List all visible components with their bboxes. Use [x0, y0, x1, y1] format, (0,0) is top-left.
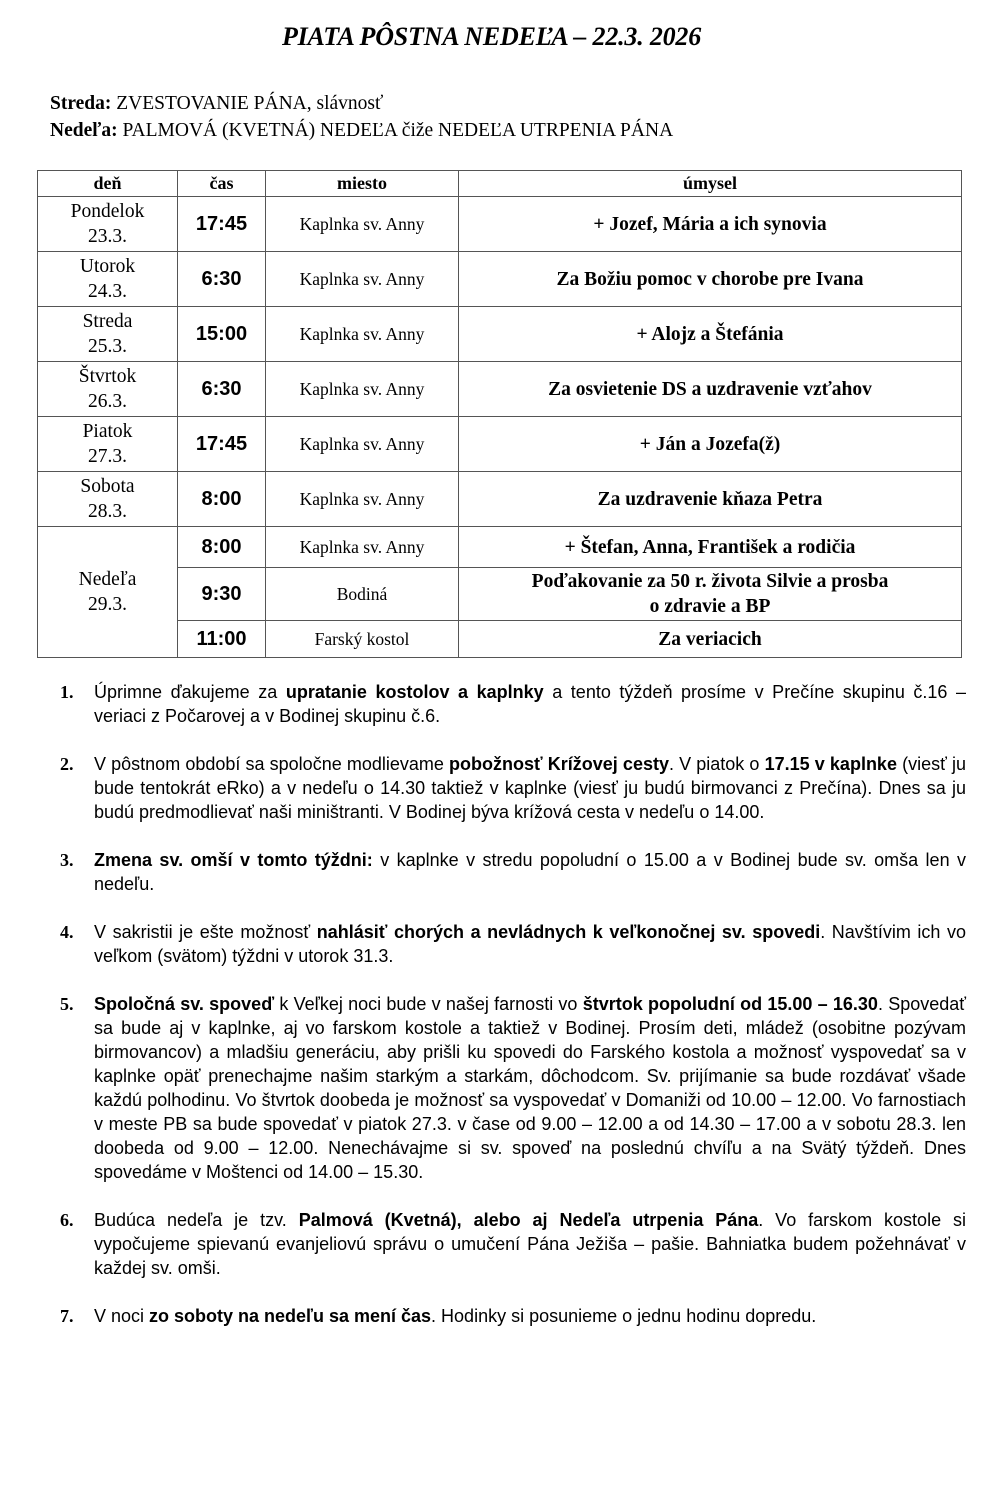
intention-line: o zdravie a BP: [649, 596, 771, 617]
time-cell: 6:30: [178, 252, 266, 307]
table-row: [38, 472, 962, 527]
text-span: V noci: [94, 1306, 150, 1326]
time-cell: 8:00: [178, 527, 266, 568]
day-name: Streda: [82, 311, 133, 332]
intention-cell: Za Božiu pomoc v chorobe pre Ivana: [459, 252, 962, 307]
announcement-number: 4.: [60, 922, 74, 942]
text-span: v kaplnke v stredu popoludní o 15.00 a v Bodinej bude sv. omša len v nedeľu.: [94, 850, 966, 894]
text-span: a tento týždeň prosíme v Prečíne skupinu č.16 – veriaci z Počarovej a v Bodinej skupinu č.6.: [94, 682, 967, 726]
page-title: PIATA PÔSTNA NEDEĽA – 22.3. 2026: [281, 22, 702, 51]
announcement-number: 7.: [60, 1306, 74, 1326]
announcement-item: [60, 1208, 966, 1280]
day-name: Sobota: [80, 476, 135, 497]
announcement-text: [94, 992, 966, 1184]
text-span: (viesť ju bude tentokrát eRko) a v nedeľu o 14.30 taktiež v kaplnke (viesť ju budú birmovanci z Prečína). Dnes sa ju budú predmodlievať naši miništranti. V Bodinej býva krížová cesta v nedeľu o 14.00.: [94, 754, 967, 822]
time-cell: 8:00: [178, 472, 266, 527]
place-cell: Kaplnka sv. Anny: [266, 527, 459, 568]
announcement-number: 5.: [60, 994, 74, 1014]
intention-cell: Za osvietenie DS a uzdravenie vzťahov: [459, 362, 962, 417]
emphasized-text: nahlásiť chorých a nevládnych k veľkonočnej sv. spovedi: [316, 922, 821, 942]
text-span: . Hodinky si posunieme o jednu hodinu dopredu.: [431, 1306, 817, 1326]
table-row: [38, 527, 962, 568]
day-cell: [38, 197, 178, 252]
intention-cell: + Alojz a Štefánia: [459, 307, 962, 362]
announcement-text: [94, 1304, 966, 1328]
announcement-item: [60, 752, 966, 824]
announcement-text: [94, 920, 966, 968]
text-span: . V piatok o: [668, 754, 765, 774]
intention-cell: + Ján a Jozefa(ž): [459, 417, 962, 472]
announcement-item: [60, 992, 966, 1184]
header-intention: úmysel: [459, 171, 962, 197]
text-span: . Navštívim ich vo veľkom (svätom) týždni v utorok 31.3.: [94, 922, 966, 966]
table-row: [38, 307, 962, 362]
table-row: [38, 417, 962, 472]
time-cell: 9:30: [178, 568, 266, 621]
text-span: . Vo farskom kostole si vypočujeme spievanú evanjeliovú správu o umučení Pána Ježiša – pašie. Bahniatka budem požehnávať v každej sv. omši.: [94, 1210, 966, 1278]
intention-cell: + Jozef, Mária a ich synovia: [459, 197, 962, 252]
table-row: [38, 362, 962, 417]
announcement-item: [60, 680, 966, 728]
text-span: V sakristii je ešte možnosť: [94, 922, 317, 942]
place-cell: Kaplnka sv. Anny: [266, 252, 459, 307]
day-date: 27.3.: [88, 446, 127, 467]
day-name: Štvrtok: [78, 366, 137, 387]
announcement-number: 3.: [60, 850, 74, 870]
emphasized-text: Spoločná sv. spoveď: [94, 994, 275, 1014]
announcement-number: 1.: [60, 682, 74, 702]
emphasized-text: 17.15 v kaplnke: [764, 754, 897, 774]
day-name: Utorok: [79, 256, 136, 277]
intention-line: Poďakovanie za 50 r. života Silvie a prosba: [531, 571, 889, 592]
intention-cell: + Štefan, Anna, František a rodičia: [459, 527, 962, 568]
emphasized-text: upratanie kostolov a kaplnky: [285, 682, 544, 702]
place-cell: Kaplnka sv. Anny: [266, 197, 459, 252]
announcement-item: [60, 848, 966, 896]
feast-sunday: [50, 117, 673, 144]
text-span: . Spovedať sa bude aj v kaplnke, aj vo farskom kostole a taktiež v Bodinej. Prosím deti, mládež (osobitne pozývam birmovancov) a mladšiu generáciu, aby prišli ku spovedi do Farského kostola a možnosť vyspovedať sa v kaplnke opäť prenechajme našim starkým a starkám, dôchodcom. Sv. prijímanie sa bude rozdávať všade každú polhodinu. Vo štvrtok doobeda je možnosť sa vyspovedať v Domaniži od 10.00 – 12.00. Vo farnostiach v meste PB sa bude spovedať v piatok 27.3. v čase od 9.00 – 12.00 a od 14.30 – 17.00 a v sobotu 28.3. len doobeda od 9.00 – 12.00. Nenechávajme si sv. spoveď na poslednú chvíľu a na Svätý týždeň. Dnes spovedáme v Moštenci od 14.00 – 15.30.: [94, 994, 966, 1182]
intention-cell: [459, 568, 962, 621]
day-date: 23.3.: [88, 226, 127, 247]
day-cell: [38, 307, 178, 362]
emphasized-text: Zmena sv. omší v tomto týždni:: [94, 850, 373, 870]
announcement-text: [94, 752, 966, 824]
day-name: Nedeľa: [78, 569, 137, 590]
day-date: 29.3.: [88, 594, 127, 615]
feast-text: PALMOVÁ (KVETNÁ) NEDEĽA čiže NEDEĽA UTRPENIA PÁNA: [117, 120, 674, 141]
announcement-text: [94, 1208, 966, 1280]
place-cell: Kaplnka sv. Anny: [266, 472, 459, 527]
announcement-number: 6.: [60, 1210, 74, 1230]
emphasized-text: štvrtok popoludní od 15.00 – 16.30: [582, 994, 878, 1014]
announcement-text: [94, 848, 966, 896]
place-cell: Bodiná: [266, 568, 459, 621]
day-cell: [38, 362, 178, 417]
text-span: Úprimne ďakujeme za: [94, 682, 286, 702]
table-row: [38, 197, 962, 252]
feast-days: [50, 90, 673, 144]
text-span: V pôstnom období sa spoločne modlievame: [94, 754, 450, 774]
place-cell: Kaplnka sv. Anny: [266, 307, 459, 362]
emphasized-text: Palmová (Kvetná), alebo aj Nedeľa utrpenia Pána: [298, 1210, 759, 1230]
day-cell: [38, 252, 178, 307]
day-date: 26.3.: [88, 391, 127, 412]
feast-wednesday: [50, 90, 673, 117]
text-span: k Veľkej noci bude v našej farnosti vo: [274, 994, 583, 1014]
day-cell: [38, 417, 178, 472]
day-date: 28.3.: [88, 501, 127, 522]
time-cell: 17:45: [178, 197, 266, 252]
announcement-item: [60, 920, 966, 968]
day-name: Piatok: [82, 421, 133, 442]
day-name: Pondelok: [70, 201, 145, 222]
time-cell: 11:00: [178, 621, 266, 658]
time-cell: 15:00: [178, 307, 266, 362]
announcements-list: [60, 680, 966, 1352]
announcement-text: [94, 680, 966, 728]
time-cell: 17:45: [178, 417, 266, 472]
header-place: miesto: [266, 171, 459, 197]
day-date: 24.3.: [88, 281, 127, 302]
feast-label: Nedeľa:: [50, 120, 118, 141]
place-cell: Farský kostol: [266, 621, 459, 658]
header-day: deň: [38, 171, 178, 197]
emphasized-text: pobožnosť Krížovej cesty: [449, 754, 669, 774]
table-row: [38, 252, 962, 307]
place-cell: Kaplnka sv. Anny: [266, 362, 459, 417]
emphasized-text: zo soboty na nedeľu sa mení čas: [149, 1306, 432, 1326]
day-cell: [38, 472, 178, 527]
table-header-row: [38, 171, 962, 197]
day-date: 25.3.: [88, 336, 127, 357]
day-cell: [38, 527, 178, 658]
header-time: čas: [178, 171, 266, 197]
feast-label: Streda:: [50, 93, 112, 114]
intention-cell: Za uzdravenie kňaza Petra: [459, 472, 962, 527]
announcement-item: [60, 1304, 966, 1328]
mass-schedule-table: [37, 170, 962, 658]
place-cell: Kaplnka sv. Anny: [266, 417, 459, 472]
announcement-number: 2.: [60, 754, 74, 774]
text-span: Budúca nedeľa je tzv.: [94, 1210, 299, 1230]
intention-cell: Za veriacich: [459, 621, 962, 658]
feast-text: ZVESTOVANIE PÁNA, slávnosť: [111, 93, 384, 114]
time-cell: 6:30: [178, 362, 266, 417]
